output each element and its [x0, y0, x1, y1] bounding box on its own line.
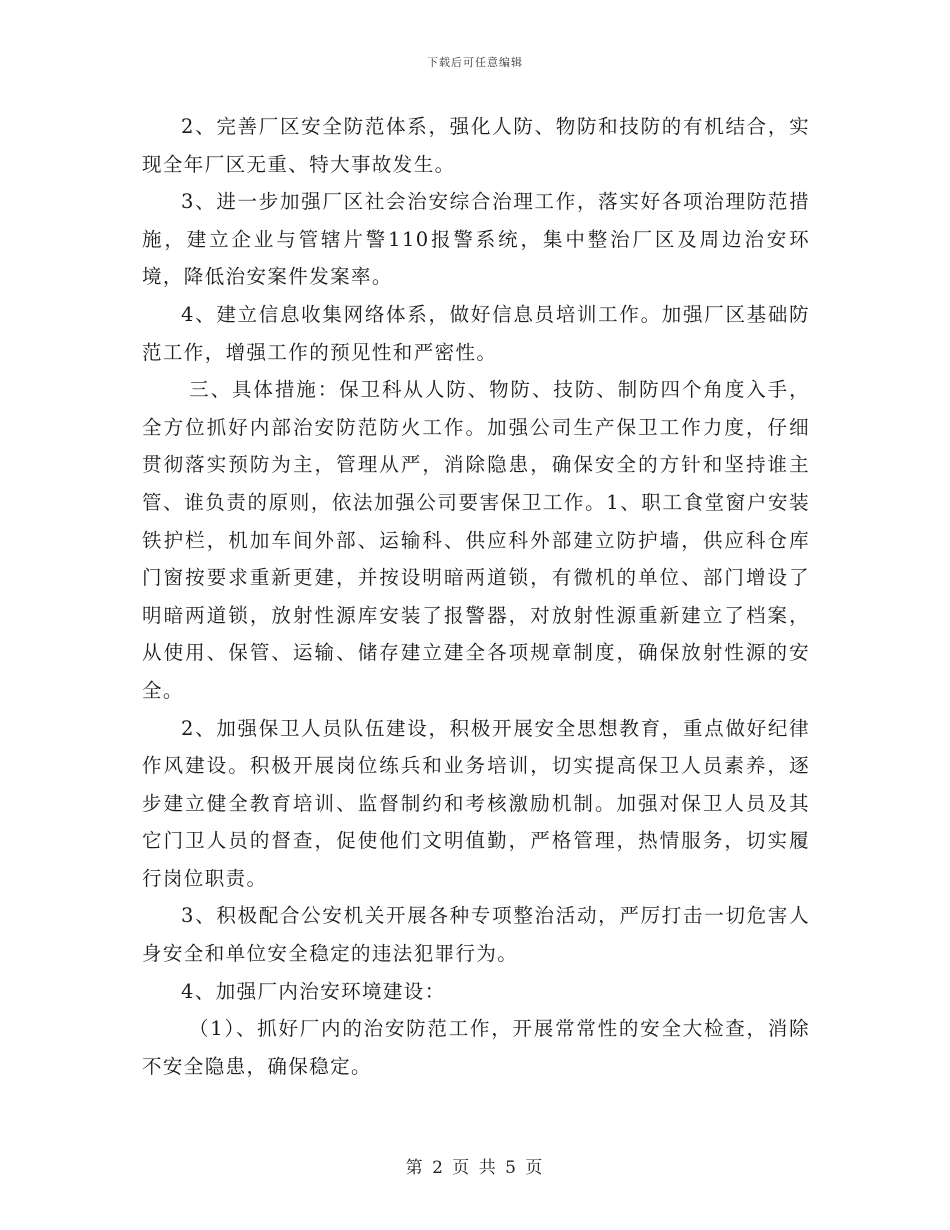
paragraph: 3、进一步加强厂区社会治安综合治理工作，落实好各项治理防范措施，建立企业与管辖片警110报警系统，集中整治厂区及周边治安环境，降低治安案件发案率。 [142, 190, 810, 289]
document-body [142, 108, 810, 1085]
paragraph: 3、积极配合公安机关开展各种专项整治活动，严厉打击一切危害人身安全和单位安全稳定的违法犯罪行为。 [142, 904, 810, 966]
paragraph: 4、建立信息收集网络体系，做好信息员培训工作。加强厂区基础防范工作，增强工作的预见性和严密性。 [142, 302, 810, 364]
paragraph: 4、加强厂内治安环境建设： [181, 979, 446, 1003]
paragraph: 三、具体措施：保卫科从人防、物防、技防、制防四个角度入手，全方位抓好内部治安防范防火工作。加强公司生产保卫工作力度，仔细贯彻落实预防为主，管理从严，消除隐患，确保安全的方针和坚持谁主管、谁负责的原则，依法加强公司要害保卫工作。1、职工食堂窗户安装铁护栏，机加车间外部、运输科、供应科外部建立防护墙，供应科仓库门窗按要求重新更建，并按设明暗两道锁，有微机的单位、部门增设了明暗两道锁，放射性源库安装了报警器，对放射性源重新建立了档案，从使用、保管、运输、储存建立建全各项规章制度，确保放射性源的安全。 [142, 378, 810, 702]
paragraph: 2、完善厂区安全防范体系，强化人防、物防和技防的有机结合，实现全年厂区无重、特大事故发生。 [142, 115, 810, 176]
header-note: 下载后可任意编辑 [427, 56, 523, 69]
paragraph: （1）、抓好厂内的治安防范工作，开展常常性的安全大检查，消除不安全隐患，确保稳定。 [142, 1017, 810, 1078]
paragraph: 2、加强保卫人员队伍建设，积极开展安全思想教育，重点做好纪律作风建设。积极开展岗位练兵和业务培训，切实提高保卫人员素养，逐步建立健全教育培训、监督制约和考核激励机制。加强对保卫人员及其它门卫人员的督查，促使他们文明值勤，严格管理，热情服务，切实履行岗位职责。 [142, 716, 810, 890]
page-number: 第 2 页 共 5 页 [405, 1158, 545, 1178]
